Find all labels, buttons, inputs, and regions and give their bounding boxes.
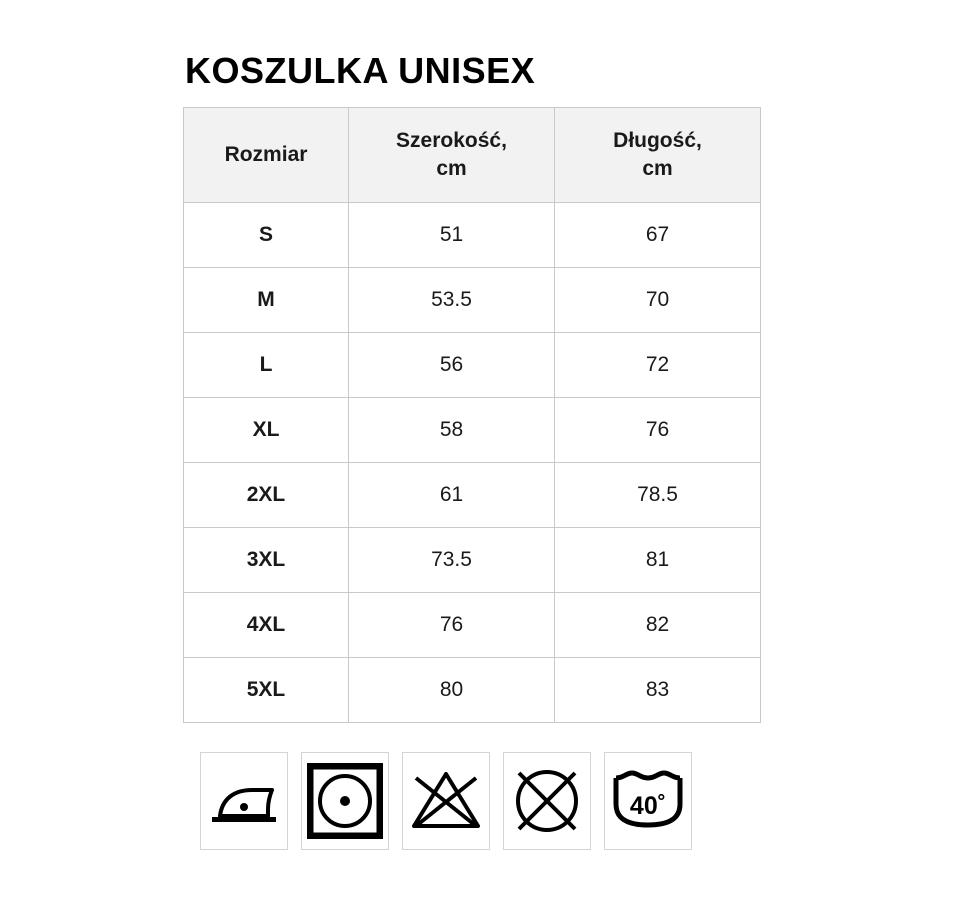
- cell-length: 82: [555, 593, 761, 658]
- cell-size: 4XL: [184, 593, 349, 658]
- cell-size: 3XL: [184, 528, 349, 593]
- size-table: [183, 107, 761, 723]
- table-row: [184, 268, 761, 333]
- cell-width: 61: [349, 463, 555, 528]
- cell-size: M: [184, 268, 349, 333]
- column-header-width: [349, 108, 555, 203]
- table-body: [184, 203, 761, 723]
- table-row: [184, 658, 761, 723]
- column-header-length: [555, 108, 761, 203]
- cell-width: 56: [349, 333, 555, 398]
- table-row: [184, 333, 761, 398]
- cell-size: 5XL: [184, 658, 349, 723]
- column-header-width-line2: cm: [436, 157, 467, 180]
- wash-40-icon: [604, 752, 692, 850]
- column-header-length-line1: Długość,: [613, 128, 702, 152]
- cell-width: 80: [349, 658, 555, 723]
- do-not-bleach-icon: [402, 752, 490, 850]
- column-header-size: Rozmiar: [184, 108, 349, 203]
- cell-length: 76: [555, 398, 761, 463]
- iron-one-dot-icon: [200, 752, 288, 850]
- table-row: [184, 203, 761, 268]
- cell-size: S: [184, 203, 349, 268]
- cell-length: 78.5: [555, 463, 761, 528]
- cell-length: 83: [555, 658, 761, 723]
- wash-temperature-label: 40˚: [629, 792, 667, 820]
- column-header-width-line1: Szerokość,: [396, 128, 507, 152]
- column-header-length-line2: cm: [642, 157, 673, 180]
- table-row: [184, 593, 761, 658]
- cell-length: 81: [555, 528, 761, 593]
- cell-length: 70: [555, 268, 761, 333]
- table-header: [184, 108, 761, 203]
- cell-size: XL: [184, 398, 349, 463]
- cell-width: 53.5: [349, 268, 555, 333]
- tumble-dry-normal-icon: [301, 752, 389, 850]
- table-row: [184, 528, 761, 593]
- cell-width: 73.5: [349, 528, 555, 593]
- do-not-dry-clean-icon: [503, 752, 591, 850]
- cell-width: 76: [349, 593, 555, 658]
- table-row: [184, 398, 761, 463]
- cell-size: 2XL: [184, 463, 349, 528]
- cell-width: 51: [349, 203, 555, 268]
- page-title: KOSZULKA UNISEX: [185, 50, 536, 91]
- table-header-row: [184, 108, 761, 203]
- table-row: [184, 463, 761, 528]
- care-symbols-row: [200, 752, 692, 850]
- cell-length: 72: [555, 333, 761, 398]
- cell-size: L: [184, 333, 349, 398]
- cell-length: 67: [555, 203, 761, 268]
- cell-width: 58: [349, 398, 555, 463]
